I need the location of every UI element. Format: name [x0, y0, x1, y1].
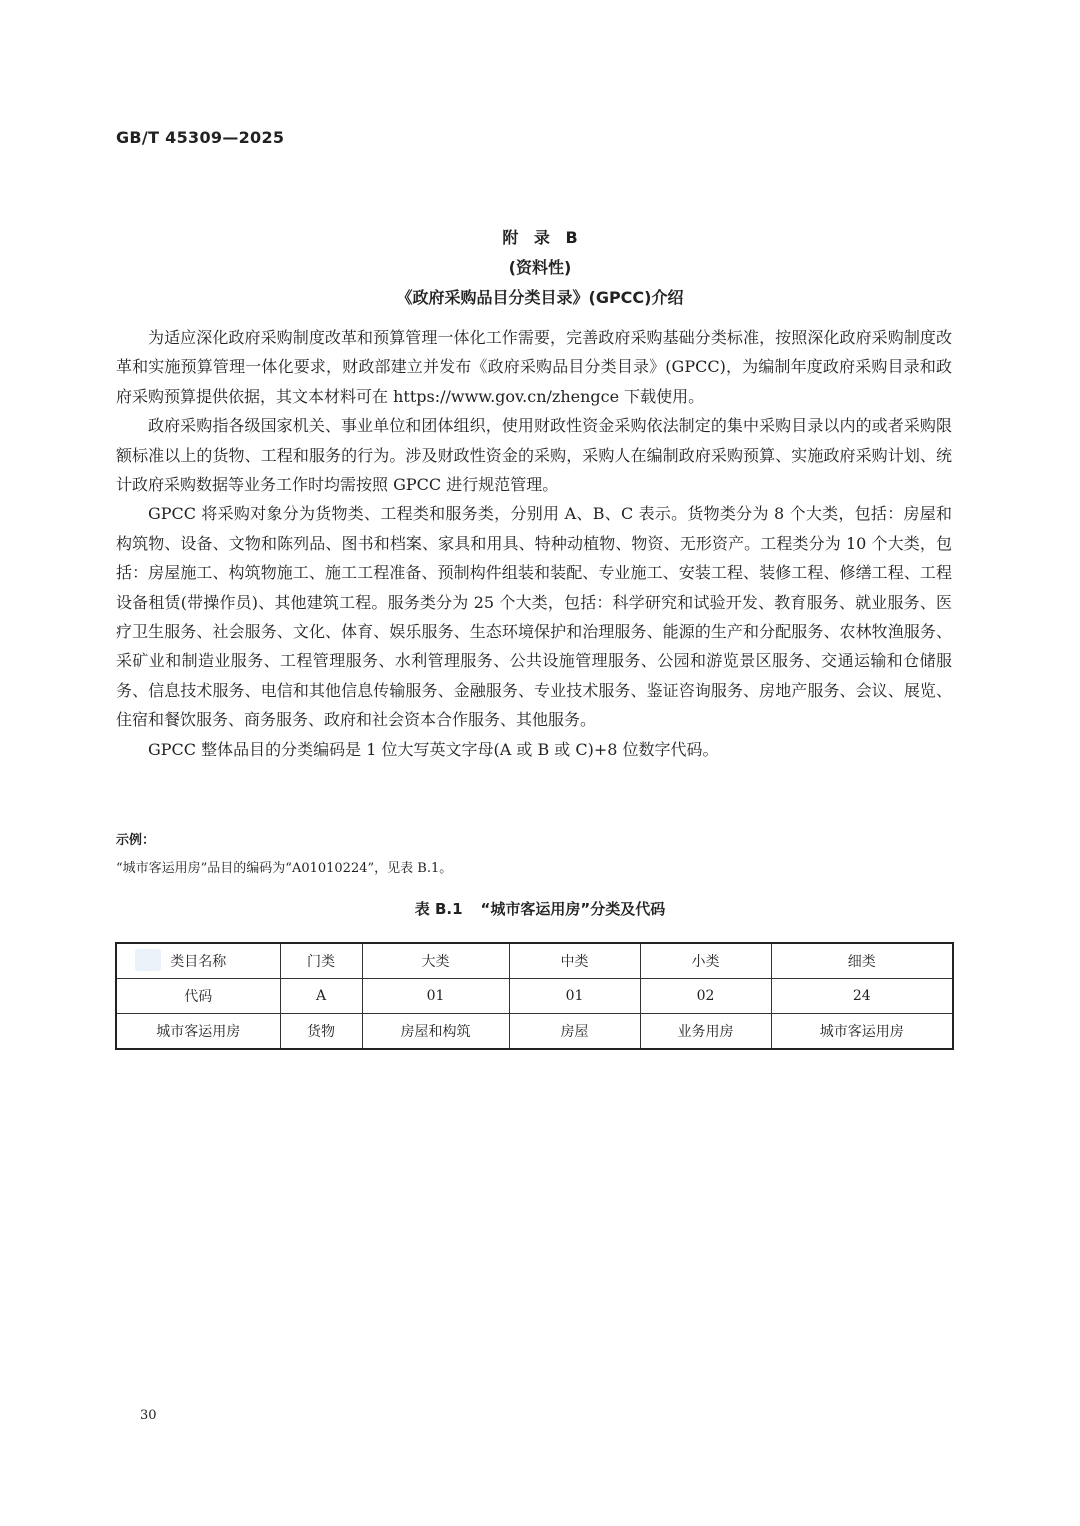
example-text: “城市客运用房”品目的编码为“A01010224”，见表 B.1。	[116, 861, 453, 876]
table-cell: 代码	[116, 979, 280, 1014]
page-number: 30	[140, 1408, 157, 1423]
table-cell: 城市客运用房	[771, 1014, 953, 1050]
annex-title: 附 录 B	[502, 228, 578, 247]
annex-nature: (资料性)	[508, 258, 572, 277]
example-label: 示例：	[116, 833, 156, 848]
table-header-cell: 小类	[640, 943, 771, 979]
table-row	[116, 1014, 953, 1050]
table-header-cell: 细类	[771, 943, 953, 979]
table-cell: 24	[771, 979, 953, 1014]
table-cell: 业务用房	[640, 1014, 771, 1050]
body-text	[116, 323, 952, 764]
table-cell: A	[280, 979, 362, 1014]
table-header-cell: 中类	[509, 943, 640, 979]
table-caption-number: 表 B.1	[414, 900, 463, 918]
paragraph-definition: 政府采购指各级国家机关、事业单位和团体组织，使用财政性资金采购依法制定的集中采购目录以内的或者采购限额标准以上的货物、工程和服务的行为。涉及财政性资金的采购，采购人在编制政府采购预算、实施政府采购计划、统计政府采购数据等业务工作时均需按照 GPCC 进行规范管理。	[116, 416, 952, 495]
table-cell: 货物	[280, 1014, 362, 1050]
table-cell: 房屋和构筑	[362, 1014, 509, 1050]
table-cell: 城市客运用房	[116, 1014, 280, 1050]
table-header-cell: 大类	[362, 943, 509, 979]
table-cell: 01	[362, 979, 509, 1014]
classification-table	[115, 942, 954, 1050]
annex-heading: 《政府采购品目分类目录》(GPCC)介绍	[396, 288, 684, 307]
table-cell: 01	[509, 979, 640, 1014]
paragraph-intro: 为适应深化政府采购制度改革和预算管理一体化工作需要，完善政府采购基础分类标准，按照深化政府采购制度改革和实施预算管理一体化要求，财政部建立并发布《政府采购品目分类目录》(GPCC)，为编制年度政府采购目录和政府采购预算提供依据，其文本材料可在 https://www.gov.cn/zhengce 下载使用。	[116, 328, 952, 406]
table-caption-title: “城市客运用房”分类及代码	[480, 900, 666, 918]
table-cell: 02	[640, 979, 771, 1014]
paragraph-coding: GPCC 整体品目的分类编码是 1 位大写英文字母(A 或 B 或 C)+8 位数字代码。	[148, 739, 719, 759]
table-caption	[0, 898, 1080, 919]
table-header-cell: 门类	[280, 943, 362, 979]
table-cell: 房屋	[509, 1014, 640, 1050]
standard-code: GB/T 45309—2025	[116, 128, 285, 147]
table-row	[116, 979, 953, 1014]
table-header-row	[116, 943, 953, 979]
table-header-text: 类目名称	[170, 954, 227, 970]
table-header-cell	[116, 943, 280, 979]
paragraph-categories: GPCC 将采购对象分为货物类、工程类和服务类，分别用 A、B、C 表示。货物类分为 8 个大类，包括：房屋和构筑物、设备、文物和陈列品、图书和档案、家具和用具、特种动植物、物资、无形资产。工程类分为 10 个大类，包括：房屋施工、构筑物施工、施工工程准备、预制构件组装和装配、专业施工、安装工程、装修工程、修缮工程、工程设备租赁(带操作员)、其他建筑工程。服务类分为 25 个大类，包括：科学研究和试验开发、教育服务、就业服务、医疗卫生服务、社会服务、文化、体育、娱乐服务、生态环境保护和治理服务、能源的生产和分配服务、农林牧渔服务、采矿业和制造业服务、工程管理服务、水利管理服务、公共设施管理服务、公园和游览景区服务、交通运输和仓储服务、信息技术服务、电信和其他信息传输服务、金融服务、专业技术服务、鉴证咨询服务、房地产服务、会议、展览、住宿和餐饮服务、商务服务、政府和社会资本合作服务、其他服务。	[116, 504, 952, 730]
watermark-logo-icon	[135, 949, 161, 971]
